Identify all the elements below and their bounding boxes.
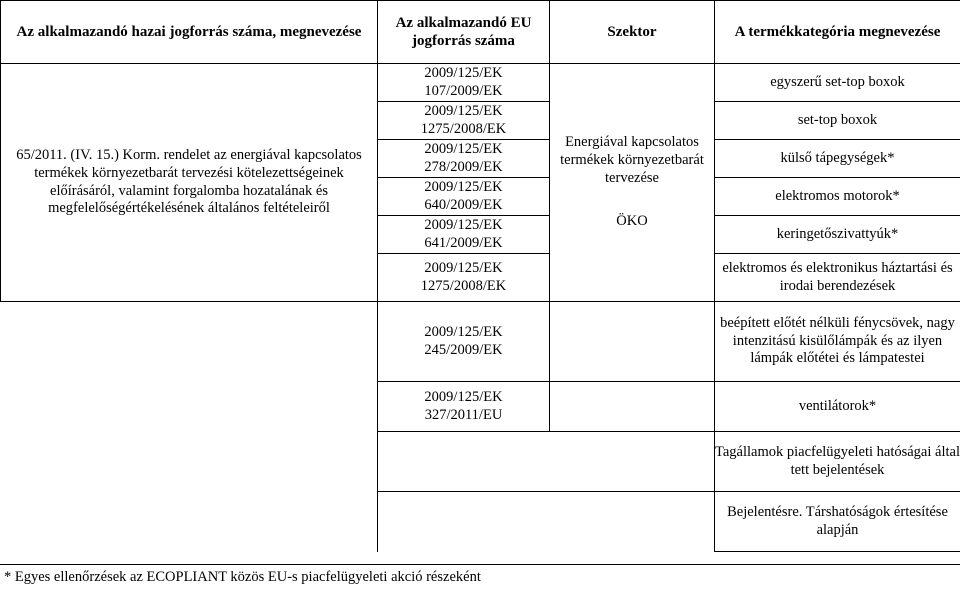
notify-cell: Bejelentésre. Társhatóságok értesítése alapján: [715, 492, 960, 552]
sector-cell-empty: [550, 432, 715, 492]
sector-code: ÖKO: [550, 213, 714, 231]
category-cell: set-top boxok: [715, 102, 960, 140]
eu-ref-directive: 2009/125/EK: [378, 65, 549, 83]
sector-name: Energiával kapcsolatos termékek környezetbarát tervezése: [550, 134, 714, 187]
eu-ref-cell-empty: [378, 492, 550, 552]
eu-ref-regulation: 245/2009/EK: [378, 342, 549, 360]
eu-ref-cell: [378, 302, 550, 382]
header-law: Az alkalmazandó hazai jogforrás száma, megnevezése: [1, 1, 378, 64]
table-row: [1, 64, 960, 102]
category-cell: keringetőszivattyúk*: [715, 216, 960, 254]
header-sector: Szektor: [550, 1, 715, 64]
category-cell: elektromos és elektronikus háztartási és irodai berendezések: [715, 254, 960, 302]
footnote: * Egyes ellenőrzések az ECOPLIANT közös EU-s piacfelügyeleti akció részeként: [0, 564, 960, 589]
eu-ref-regulation: 1275/2008/EK: [378, 121, 549, 139]
eu-ref-cell: [378, 64, 550, 102]
category-cell: beépített előtét nélküli fénycsövek, nagy intenzitású kisülőlámpák és az ilyen lámpák előtétei és lámpatestei: [715, 302, 960, 382]
sector-cell-empty: [550, 382, 715, 432]
header-eu: Az alkalmazandó EU jogforrás száma: [378, 1, 550, 64]
eu-ref-cell: [378, 382, 550, 432]
category-cell: egyszerű set-top boxok: [715, 64, 960, 102]
eu-ref-cell: [378, 140, 550, 178]
eu-ref-cell: [378, 102, 550, 140]
eu-ref-regulation: 107/2009/EK: [378, 83, 549, 101]
table-row: [1, 302, 960, 382]
eu-ref-cell: [378, 254, 550, 302]
header-row: [1, 1, 960, 64]
eu-ref-directive: 2009/125/EK: [378, 179, 549, 197]
category-cell: elektromos motorok*: [715, 178, 960, 216]
eu-ref-cell-empty: [378, 432, 550, 492]
empty-cell: [1, 302, 378, 552]
eu-ref-regulation: 641/2009/EK: [378, 235, 549, 253]
eu-ref-regulation: 278/2009/EK: [378, 159, 549, 177]
reports-cell: Tagállamok piacfelügyeleti hatóságai által tett bejelentések: [715, 432, 960, 492]
eu-ref-directive: 2009/125/EK: [378, 324, 549, 342]
eu-ref-regulation: 640/2009/EK: [378, 197, 549, 215]
header-category: A termékkategória megnevezése: [715, 1, 960, 64]
eu-ref-regulation: 1275/2008/EK: [378, 278, 549, 296]
sector-cell: [550, 64, 715, 302]
eu-ref-cell: [378, 178, 550, 216]
category-cell: ventilátorok*: [715, 382, 960, 432]
eu-ref-directive: 2009/125/EK: [378, 217, 549, 235]
eu-ref-cell: [378, 216, 550, 254]
sector-cell-empty: [550, 492, 715, 552]
eu-ref-directive: 2009/125/EK: [378, 103, 549, 121]
eu-ref-directive: 2009/125/EK: [378, 141, 549, 159]
sector-cell-empty: [550, 302, 715, 382]
law-cell: [1, 64, 378, 302]
law-text: 65/2011. (IV. 15.) Korm. rendelet az energiával kapcsolatos termékek környezetbarát tervezési kötelezettségeinek előírásáról, valamint forgalomba hozatalának és megfelelőségértékelésének általános feltételeiről: [1, 147, 377, 218]
category-cell: külső tápegységek*: [715, 140, 960, 178]
eu-ref-regulation: 327/2011/EU: [378, 407, 549, 425]
eu-ref-directive: 2009/125/EK: [378, 260, 549, 278]
eu-ref-directive: 2009/125/EK: [378, 389, 549, 407]
